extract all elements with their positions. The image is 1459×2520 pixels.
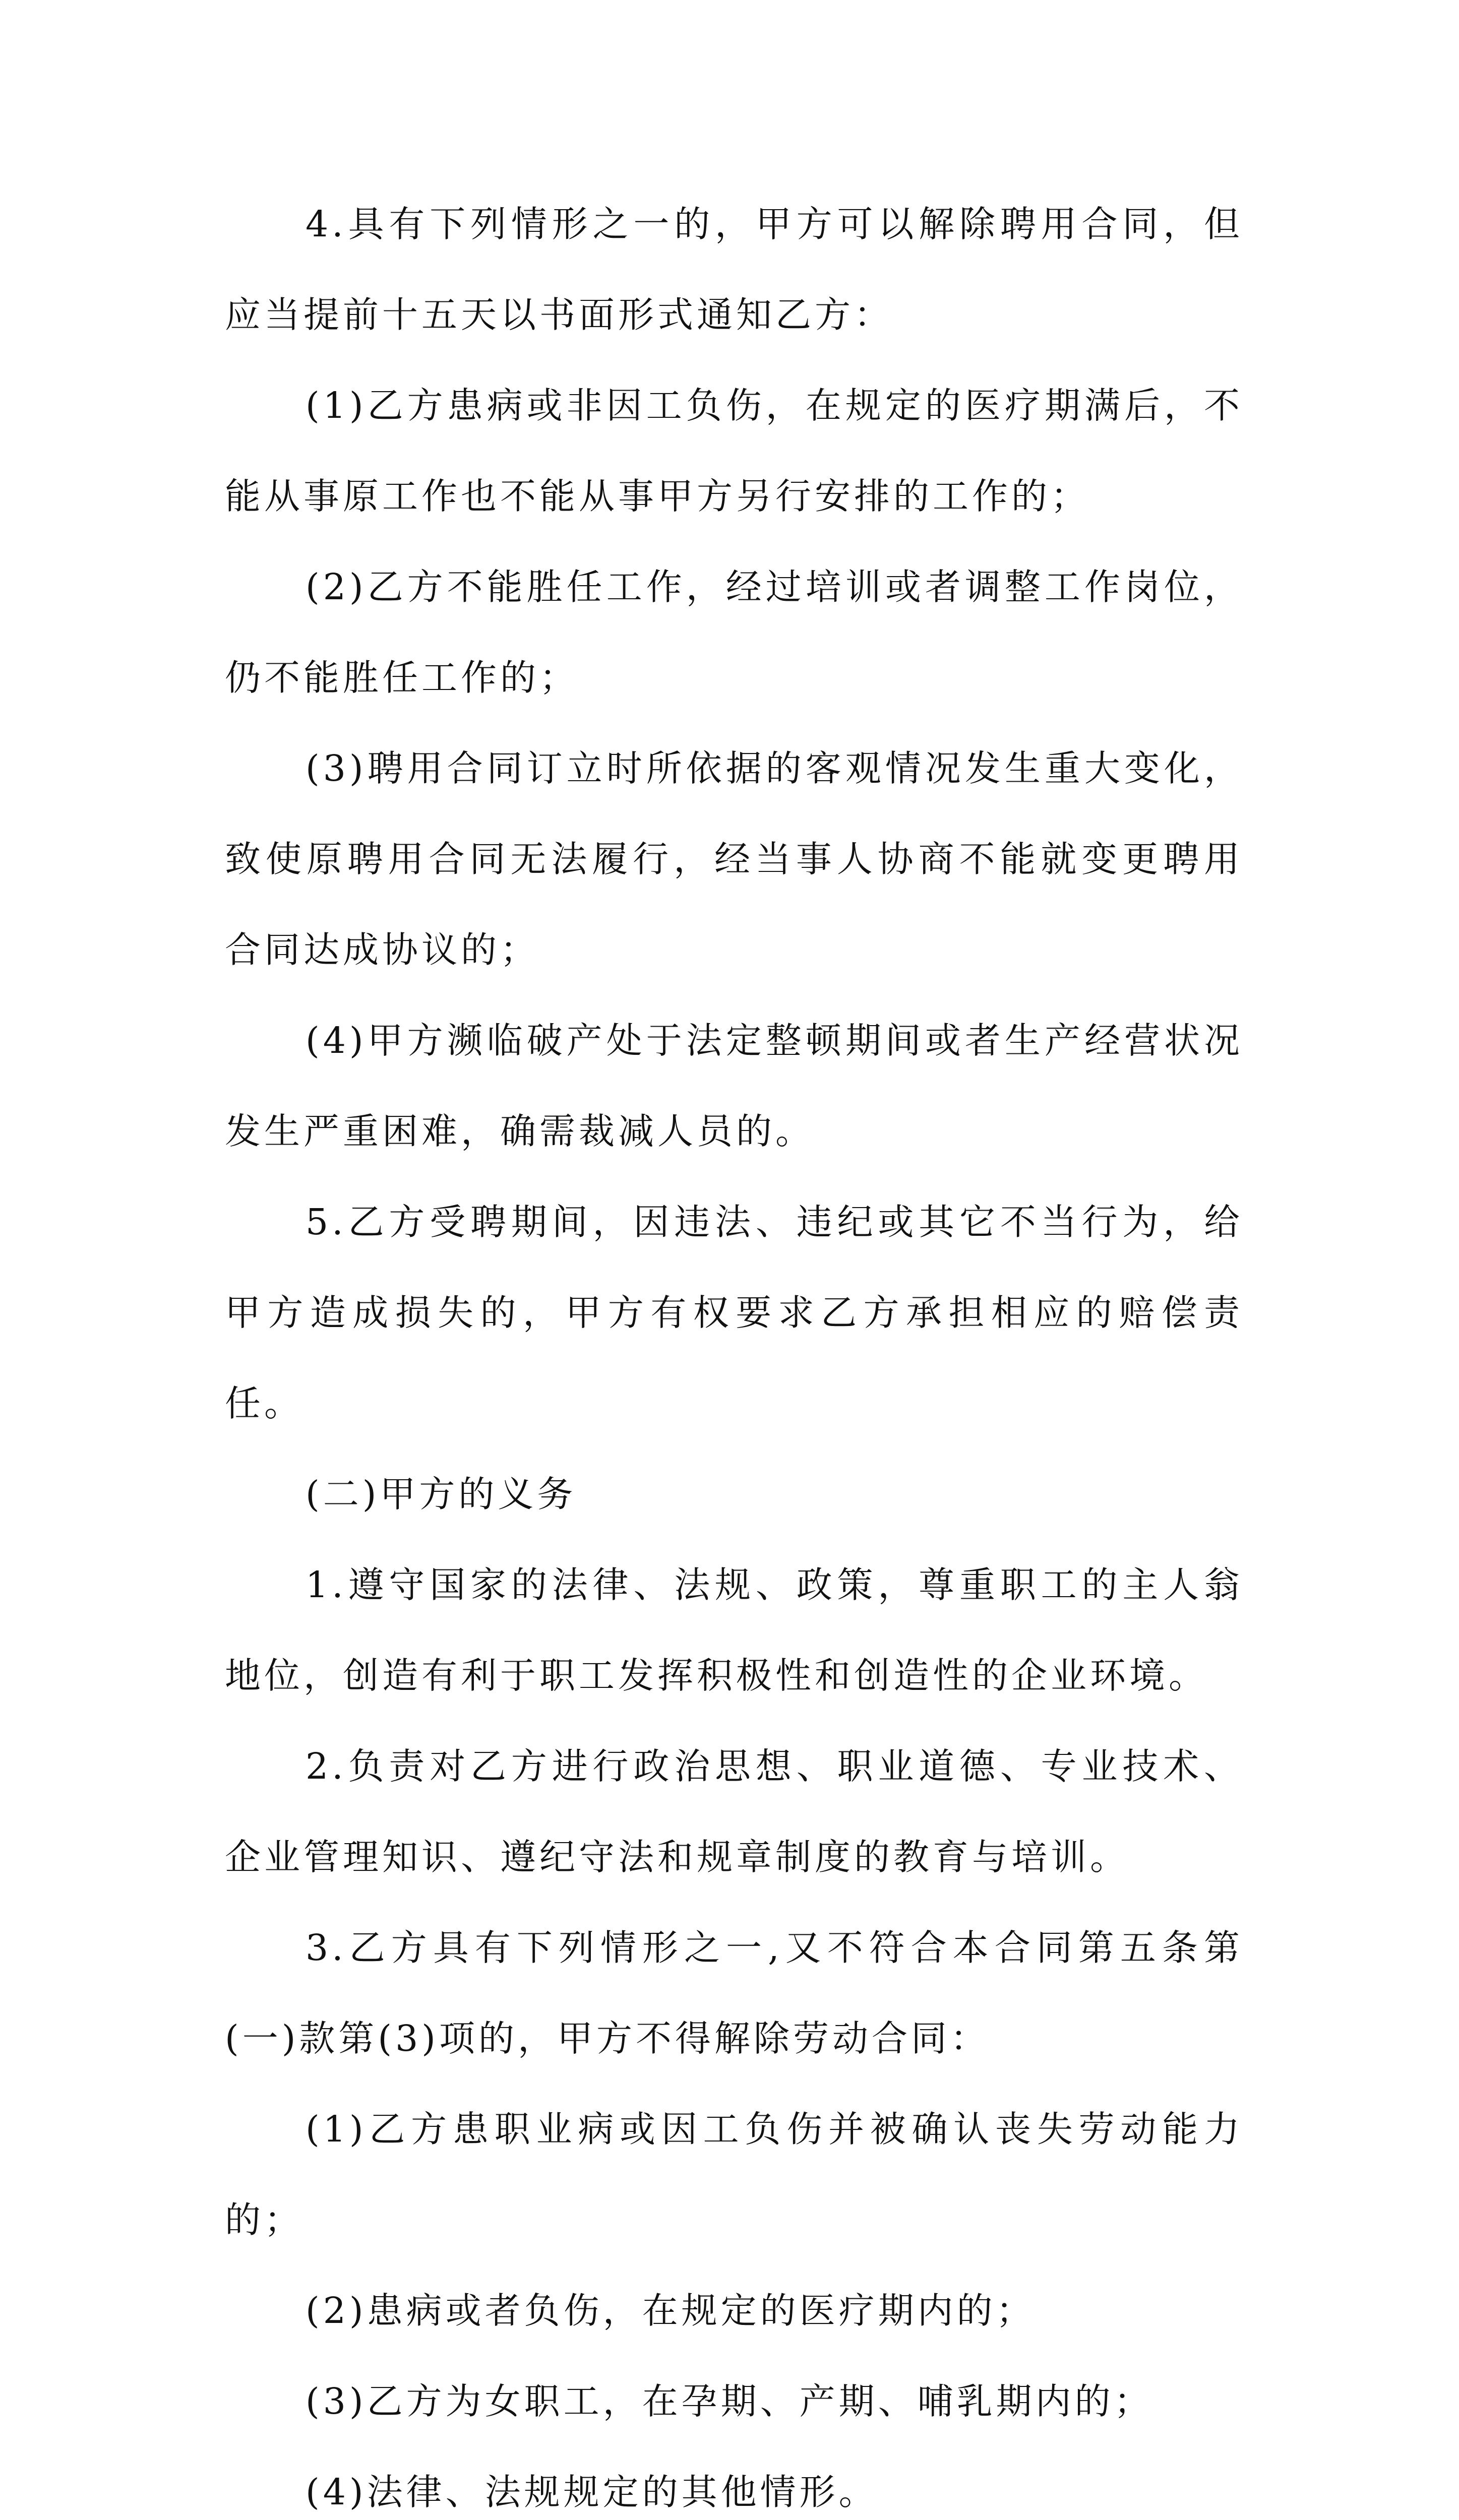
- document-body: [225, 179, 1243, 2520]
- paragraph-clause-5: 5.乙方受聘期间，因违法、违纪或其它不当行为，给甲方造成损失的，甲方有权要求乙方承担相应的赔偿责任。: [225, 1201, 1243, 1424]
- paragraph-obligation-1: 1.遵守国家的法律、法规、政策，尊重职工的主人翁地位，创造有利于职工发挥积极性和创造性的企业环境。: [225, 1564, 1243, 1696]
- paragraph-sub-item-1: (1)乙方患职业病或因工负伤并被确认丧失劳动能力的；: [225, 2108, 1243, 2241]
- paragraph-item-1: (1)乙方患病或非因工负伤，在规定的医疗期满后，不能从事原工作也不能从事甲方另行安排的工作的；: [225, 385, 1243, 517]
- paragraph-obligation-2: 2.负责对乙方进行政治思想、职业道德、专业技术、企业管理知识、遵纪守法和规章制度的教育与培训。: [225, 1745, 1243, 1878]
- paragraph-item-3: (3)聘用合同订立时所依据的客观情况发生重大变化，致使原聘用合同无法履行，经当事人协商不能就变更聘用合同达成协议的；: [225, 747, 1243, 971]
- paragraph-sub-item-2: (2)患病或者负伤，在规定的医疗期内的；: [306, 2290, 1036, 2332]
- paragraph-obligation-3: 3.乙方具有下列情形之一,又不符合本合同第五条第(一)款第(3)项的，甲方不得解除劳动合同：: [225, 1927, 1243, 2059]
- paragraph-sub-item-3: (3)乙方为女职工，在孕期、产期、哺乳期内的；: [306, 2380, 1153, 2422]
- paragraph-item-4: (4)甲方濒临破产处于法定整顿期间或者生产经营状况发生严重困难，确需裁减人员的。: [225, 1020, 1243, 1152]
- paragraph-sub-item-4: (4)法律、法规规定的其他情形。: [306, 2471, 878, 2513]
- section-heading-party-a-obligations: (二)甲方的义务: [306, 1473, 577, 1515]
- paragraph-item-2: (2)乙方不能胜任工作，经过培训或者调整工作岗位，仍不能胜任工作的；: [225, 566, 1243, 699]
- paragraph-clause-4: 4.具有下列情形之一的，甲方可以解除聘用合同，但应当提前十五天以书面形式通知乙方：: [225, 203, 1243, 336]
